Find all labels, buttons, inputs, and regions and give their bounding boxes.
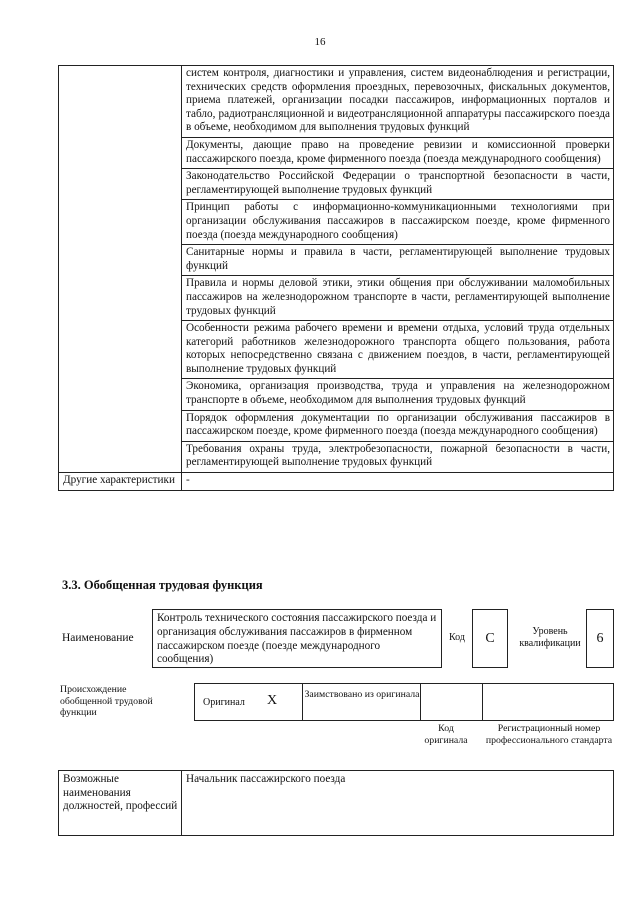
knowledge-item: Экономика, организация производства, труда и управления на железнодорожном транспорте в объеме, необходимом для выполнения трудовых функций — [182, 379, 614, 410]
knowledge-item: Особенности режима рабочего времени и времени отдыха, условий труда отдельных категорий работников железнодорожного транспорта общего пользования, работа которых непосредственно связана с движением поездов, в части, регламентирующей выполнение трудовых функций — [182, 321, 614, 379]
original-code-caption: Код оригинала — [424, 723, 468, 746]
knowledge-item: Законодательство Российской Федерации о транспортной безопасности в части, регламентирующей выполнение трудовых функций — [182, 169, 614, 200]
function-name-box: Контроль технического состояния пассажирского поезда и организация обслуживания пассажиров в фирменном пассажирском поезде (поезде международного сообщения) — [152, 609, 442, 668]
section-title: 3.3. Обобщенная трудовая функция — [62, 578, 263, 592]
knowledge-table — [58, 65, 614, 491]
original-cell — [195, 684, 303, 720]
qualification-level-box: 6 — [586, 609, 614, 668]
table-row — [59, 66, 614, 138]
knowledge-item: Документы, дающие право на проведение ревизии и комиссионной проверки пассажирского поезда, кроме фирменного поезда (поезда международного сообщения) — [182, 137, 614, 168]
borrowed-label: Заимствовано из оригинала — [304, 689, 420, 700]
knowledge-item: Требования охраны труда, электробезопасности, пожарной безопасности в части, регламентирующей выполнение трудовых функций — [182, 441, 614, 472]
page-number: 16 — [314, 36, 326, 48]
qualification-level-label: Уровень квалификации — [519, 626, 581, 649]
positions-table — [58, 770, 614, 836]
origin-label: Происхождение обобщенной трудовой функции — [60, 684, 153, 718]
knowledge-item: Правила и нормы деловой этики, этики общения при обслуживании маломобильных пассажиров на железнодорожном транспорте в части, регламентирующей выполнение трудовых функций — [182, 276, 614, 321]
original-mark: X — [267, 693, 278, 708]
table-row — [59, 771, 614, 836]
table-row — [59, 473, 614, 491]
other-characteristics-value: - — [182, 473, 614, 491]
original-label: Оригинал — [203, 697, 245, 708]
registration-number-cell — [483, 684, 613, 720]
registration-number-caption: Регистрационный номер профессионального стандарта — [485, 723, 613, 746]
code-label: Код — [449, 632, 465, 643]
positions-label: Возможные наименования должностей, профессий — [59, 771, 182, 836]
positions-value: Начальник пассажирского поезда — [182, 771, 614, 836]
knowledge-item: Санитарные нормы и правила в части, регламентирующей выполнение трудовых функций — [182, 245, 614, 276]
knowledge-label-cell — [59, 66, 182, 473]
original-code-cell — [421, 684, 483, 720]
knowledge-item: систем контроля, диагностики и управления, систем видеонаблюдения и регистрации, технических средств оформления проездных, перевозочных, фискальных документов, приема платежей, организации посадки пассажиров, информационных порталов и табло, радиотрансляционной и видеотрансляционной аппаратуры пассажирского поезда в объеме, необходимом для выполнения трудовых функций — [182, 66, 614, 138]
borrowed-cell — [303, 684, 421, 720]
knowledge-item: Принцип работы с информационно-коммуникационными технологиями при организации обслуживания пассажиров в пассажирском поезде, кроме фирменного поезда (поезда международного сообщения) — [182, 200, 614, 245]
other-characteristics-label: Другие характеристики — [59, 473, 182, 491]
knowledge-item: Порядок оформления документации по организации обслуживания пассажиров в пассажирском поезде, кроме фирменного поезда (поезда международного сообщения) — [182, 410, 614, 441]
code-box: С — [472, 609, 508, 668]
origin-row — [194, 683, 614, 721]
name-label: Наименование — [62, 632, 134, 644]
